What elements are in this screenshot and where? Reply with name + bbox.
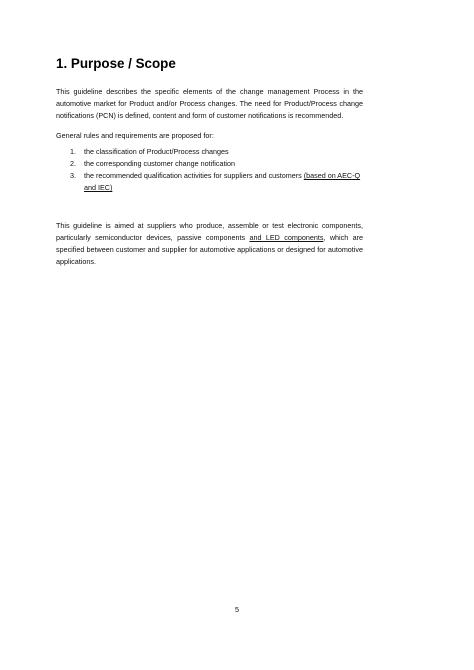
list-item — [56, 170, 363, 194]
rules-list — [56, 146, 363, 194]
section-heading: 1. Purpose / Scope — [56, 56, 176, 71]
intro-paragraph: This guideline describes the specific elements of the change management Process in the automotive market for Product and/or Process changes. The need for Product/Process change notifications (PCN) is defined, content and form of customer notifications is recommended. — [56, 87, 363, 120]
rules-intro-paragraph: General rules and requirements are proposed for: — [56, 131, 214, 140]
list-item — [56, 146, 363, 158]
list-item-text: the recommended qualification activities for suppliers and customers — [84, 171, 304, 180]
list-item-underlined-text: (based on AEC-Q and IEC) — [84, 171, 361, 192]
list-item-number: 2. — [70, 159, 76, 168]
scope-text-after: , which are specified between customer and supplier for automotive applications or designed for automotive applications. — [56, 233, 364, 266]
list-item-text: the classification of Product/Process changes — [84, 147, 229, 156]
page-number: 5 — [235, 605, 239, 614]
list-item-text: the corresponding customer change notification — [84, 159, 236, 168]
scope-text-before: This guideline is aimed at suppliers who produce, assemble or test electronic components, particularly semiconductor devices, passive components — [56, 221, 363, 242]
scope-underlined-text: and LED components — [249, 233, 324, 242]
list-item-number: 3. — [70, 171, 76, 180]
list-item-number: 1. — [70, 147, 76, 156]
list-item — [56, 158, 363, 170]
scope-paragraph — [56, 220, 363, 268]
page-content — [56, 56, 363, 268]
